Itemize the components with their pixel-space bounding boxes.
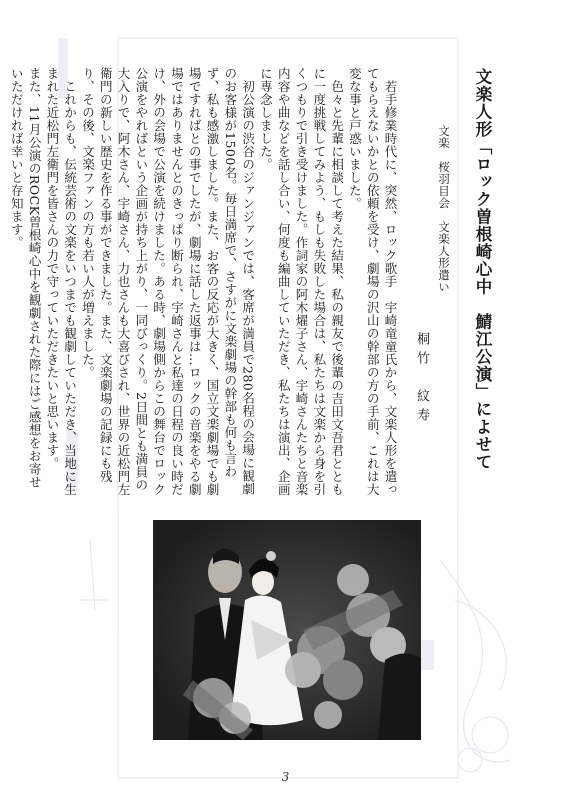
photo-illustration	[153, 520, 421, 740]
article-body	[9, 67, 399, 497]
paragraph: 若手修業時代に、突然、ロック歌手 宇崎竜童氏から、文楽人形を遣ってもらえないかとの依頼を受け、劇場の沢山の幹部の方の手前、これは大変な事と戸惑いました。	[347, 67, 398, 496]
paragraph: また、11月公演のROCK曽根崎心中を観劇された際にはご感想をお寄せいただければ幸いと存知ます。	[9, 67, 43, 489]
performance-photo	[153, 520, 421, 740]
page-number: 3	[281, 770, 290, 784]
article-title: 文楽人形「ロック曽根崎心中 鯖江公演」によせて	[473, 68, 492, 471]
author-name: 桐竹 紋寿	[414, 332, 429, 427]
paragraph: 色々と先輩に相談して考えた結果、私の親友で後輩の吉田文吾君とともに一度挑戦してみよう、もしも失敗した場合は、私たちは文楽から身を引くつもりで引き受けました。作詞家の阿木燿子さん、宇崎さんたちと音楽内容や曲などを話し合い、何度も編曲していただき、私たちは演出、企画に専念しました。	[258, 67, 345, 496]
author-affiliation: 文楽 桜羽目会 文楽人形遣い	[437, 125, 451, 293]
paragraph: 初公演の渋谷のジァンジァンでは、客席が満員で280名程の会場に観劇のお客様が1500名。毎日満席で、さすがに文楽劇場の幹部も何も言わず、私も感激しました。また、お客の反応が大きく、国立文楽劇場でも劇場ですればとの事でしたが、劇場に話した返事は…ロックの音楽をやる劇場ではありませんとのきっぱり断られ、宇崎さんと私達の日程の良い時だけ、外の会場で公演を続けました。ある時、劇場側からこの舞台でロック公演をやればという企画が持ち上がり、一同びっくり。2日間とも満員の大入りで、阿木さん、宇崎さん、力也さんも大喜びされ、世界の近松門左衛門の新しい歴史を作る事ができました。また、文楽劇場の記録にも残り、その後、文楽ファンの方も若い人が増えました。	[80, 67, 256, 496]
paragraph: これからも、伝統芸術の文楽をいつまでも観劇していただき、当地に生まれた近松門左衛門を皆さんの力で守っていただきたいと思います。	[44, 67, 78, 496]
